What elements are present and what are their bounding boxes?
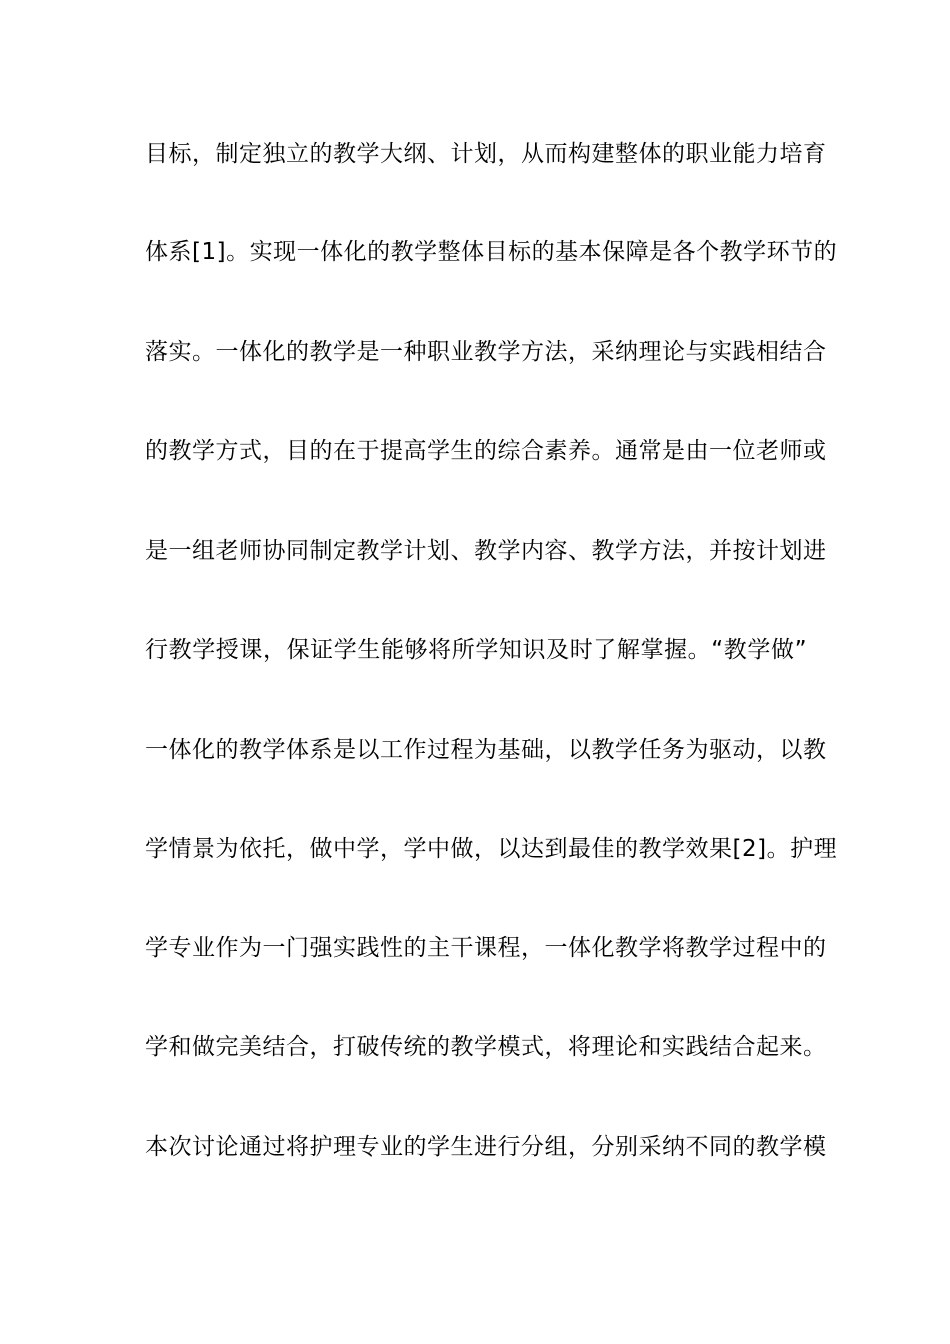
text-line-5: 是一组老师协同制定教学计划、教学内容、教学方法，并按计划进 [145,538,827,564]
text-line-3: 落实。一体化的教学是一种职业教学方法，采纳理论与实践相结合 [145,339,827,365]
text-line-6: 行教学授课，保证学生能够将所学知识及时了解掌握。“教学做” [145,637,807,663]
text-line-8: 学情景为依托，做中学，学中做，以达到最佳的教学效果[2]。护理 [145,836,838,862]
text-line-9: 学专业作为一门强实践性的主干课程，一体化教学将教学过程中的 [145,935,827,961]
text-line-4: 的教学方式，目的在于提高学生的综合素养。通常是由一位老师或 [145,438,827,464]
text-line-10: 学和做完美结合，打破传统的教学模式，将理论和实践结合起来。 [145,1034,827,1060]
text-line-11: 本次讨论通过将护理专业的学生进行分组，分别采纳不同的教学模 [145,1134,827,1160]
text-line-7: 一体化的教学体系是以工作过程为基础，以教学任务为驱动，以教 [145,737,827,763]
text-line-2: 体系[1]。实现一体化的教学整体目标的基本保障是各个教学环节的 [145,239,838,265]
text-line-1: 目标，制定独立的教学大纲、计划，从而构建整体的职业能力培育 [145,141,827,167]
